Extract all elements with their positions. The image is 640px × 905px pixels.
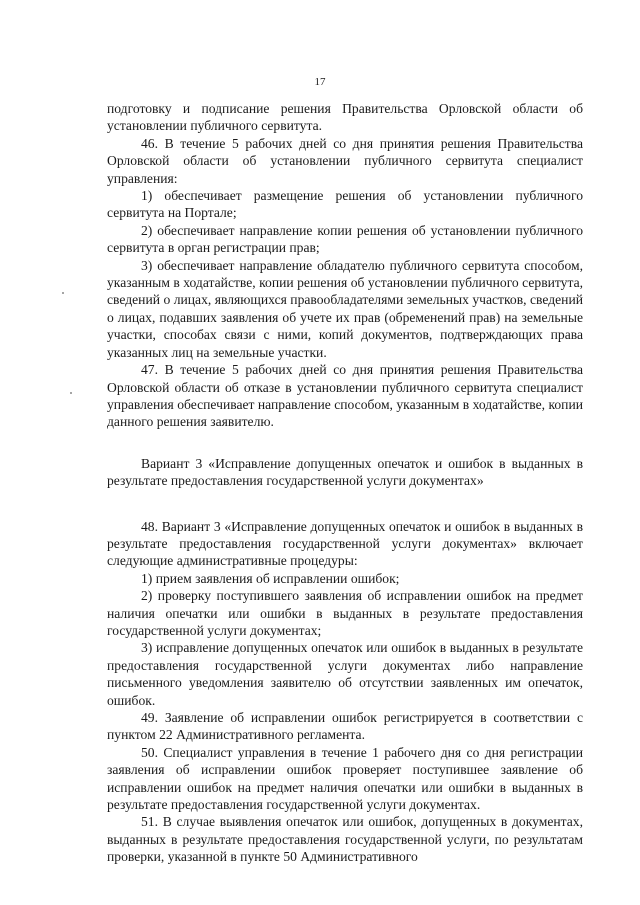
document-body xyxy=(107,100,583,866)
paragraph-46: 46. В течение 5 рабочих дней со дня принятия решения Правительства Орловской области об установлении публичного сервитута специалист управления: xyxy=(107,135,583,186)
scan-speck xyxy=(70,392,72,394)
paragraph-49: 49. Заявление об исправлении ошибок регистрируется в соответствии с пунктом 22 Административного регламента. xyxy=(107,710,583,743)
paragraph-50: 50. Специалист управления в течение 1 рабочего дня со дня регистрации заявления об исправлении ошибок проверяет поступившее заявление об исправлении ошибок на предмет наличия опечатки или ошибки в выданных в результате предоставления государственной услуги документах. xyxy=(107,744,583,813)
paragraph-46-item-2: 2) обеспечивает направление копии решения об установлении публичного сервитута в орган регистрации прав; xyxy=(107,222,583,256)
section-heading-variant-3: Вариант 3 «Исправление допущенных опечаток и ошибок в выданных в результате предоставления государственной услуги документах» xyxy=(107,455,583,489)
paragraph-51: 51. В случае выявления опечаток или ошибок, допущенных в документах, выданных в результате предоставления государственной услуги, по результатам проверки, указанной в пункте 50 Административного xyxy=(107,814,583,865)
paragraph-48: 48. Вариант 3 «Исправление допущенных опечаток и ошибок в выданных в результате предоставления государственной услуги документах» включает следующие административные процедуры: xyxy=(107,518,583,569)
paragraph-48-item-1: 1) прием заявления об исправлении ошибок; xyxy=(141,570,400,586)
paragraph-48-item-3: 3) исправление допущенных опечаток или ошибок в выданных в результате предоставления государственной услуги документах либо направление письменного уведомления заявителю об отсутствии заявленных им опечаток, ошибок. xyxy=(107,640,583,708)
paragraph-continuation: подготовку и подписание решения Правительства Орловской области об установлении публичного сервитута. xyxy=(107,101,583,134)
paragraph-46-item-1: 1) обеспечивает размещение решения об установлении публичного сервитута на Портале; xyxy=(107,188,583,221)
paragraph-48-item-2: 2) проверку поступившего заявления об исправлении ошибок на предмет наличия опечатки или ошибки в выданных в результате предоставления государственной услуги документах; xyxy=(107,588,583,638)
paragraph-46-item-3: 3) обеспечивает направление обладателю публичного сервитута способом, указанным в ходатайстве, копии решения об установлении публичного сервитута, сведений о лицах, являющихся правообладателями земельных участков, сведений о лицах, подавших заявления об учете их прав (обременений прав) на земельные участки, способах связи с ними, копий документов, подтверждающих права указанных лиц на земельные участки. xyxy=(107,257,583,360)
paragraph-47: 47. В течение 5 рабочих дней со дня принятия решения Правительства Орловской области об отказе в установлении публичного сервитута специалист управления обеспечивает направление способом, указанным в ходатайстве, копии данного решения заявителю. xyxy=(107,362,583,430)
scan-speck xyxy=(62,292,64,294)
page-number: 17 xyxy=(314,76,326,88)
